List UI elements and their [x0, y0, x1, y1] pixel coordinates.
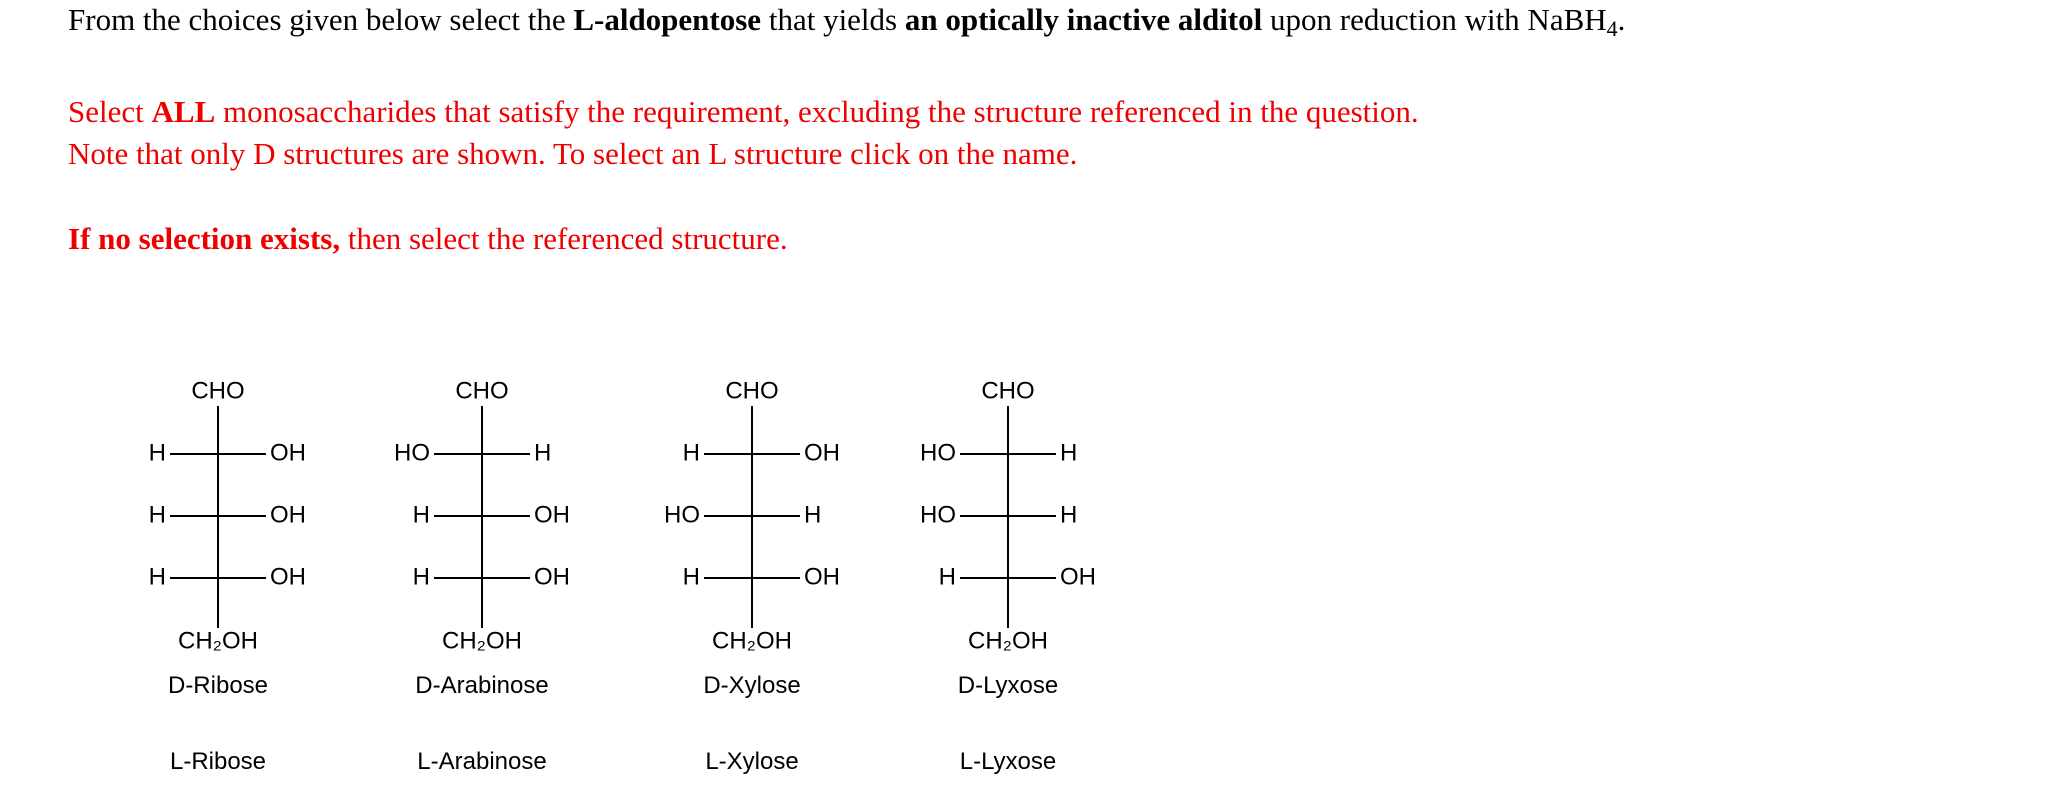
hydroxymethyl-group: CH₂OH: [968, 627, 1048, 655]
d-structure-name[interactable]: D-Lyxose: [957, 672, 1059, 699]
right-substituent: OH: [534, 563, 570, 591]
left-substituent: H: [148, 439, 166, 467]
structure-choices: [0, 360, 1120, 800]
hydroxymethyl-group: CH₂OH: [178, 627, 258, 655]
right-substituent: OH: [534, 501, 570, 529]
question-requirement: an optically inactive alditol: [904, 2, 1263, 37]
right-substituent: OH: [270, 501, 306, 529]
left-substituent: HO: [920, 439, 956, 467]
question-subscript: 4: [1606, 16, 1618, 41]
question-text: [68, 0, 1625, 40]
hydroxymethyl-group: CH₂OH: [712, 627, 792, 655]
right-substituent: H: [1060, 501, 1078, 529]
left-substituent: H: [148, 501, 166, 529]
aldehyde-group: CHO: [725, 377, 779, 405]
instruction-line-1: [68, 92, 1419, 132]
instruction-line-2: Note that only D structures are shown. To select an L structure click on the name.: [68, 136, 1078, 171]
instruction-3-rest: then select the referenced structure.: [340, 221, 788, 256]
l-structure-name[interactable]: L-Arabinose: [417, 748, 547, 775]
right-substituent: OH: [804, 563, 840, 591]
question-part-5: upon reduction with NaBH: [1262, 2, 1607, 37]
right-substituent: OH: [270, 563, 306, 591]
question-part-1: From the choices given below select the: [68, 2, 574, 37]
right-substituent: H: [534, 439, 552, 467]
right-substituent: OH: [270, 439, 306, 467]
instruction-1a: Select: [68, 94, 152, 129]
instruction-1-bold: ALL: [151, 94, 216, 129]
left-substituent: HO: [664, 501, 700, 529]
question-end: .: [1617, 2, 1626, 37]
instruction-3-bold: If no selection exists,: [68, 221, 341, 256]
left-substituent: H: [682, 563, 700, 591]
left-substituent: HO: [394, 439, 430, 467]
fischer-projections: [0, 360, 1120, 800]
aldehyde-group: CHO: [455, 377, 509, 405]
left-substituent: H: [682, 439, 700, 467]
question-target-sugar: L-aldopentose: [573, 2, 762, 37]
right-substituent: OH: [804, 439, 840, 467]
instruction-line-3: [68, 219, 788, 259]
l-structure-name[interactable]: L-Ribose: [169, 748, 267, 775]
instruction-1b: monosaccharides that satisfy the requirement, excluding the structure referenced in the question.: [215, 94, 1419, 129]
right-substituent: H: [1060, 439, 1078, 467]
aldehyde-group: CHO: [981, 377, 1035, 405]
d-structure-name[interactable]: D-Ribose: [167, 672, 269, 699]
right-substituent: OH: [1060, 563, 1096, 591]
l-structure-name[interactable]: L-Lyxose: [959, 748, 1057, 775]
hydroxymethyl-group: CH₂OH: [442, 627, 522, 655]
left-substituent: H: [148, 563, 166, 591]
left-substituent: H: [938, 563, 956, 591]
right-substituent: H: [804, 501, 822, 529]
d-structure-name[interactable]: D-Arabinose: [415, 672, 549, 699]
left-substituent: H: [412, 501, 430, 529]
left-substituent: HO: [920, 501, 956, 529]
aldehyde-group: CHO: [191, 377, 245, 405]
l-structure-name[interactable]: L-Xylose: [705, 748, 799, 775]
d-structure-name[interactable]: D-Xylose: [703, 672, 801, 699]
question-part-3: that yields: [761, 2, 905, 37]
left-substituent: H: [412, 563, 430, 591]
